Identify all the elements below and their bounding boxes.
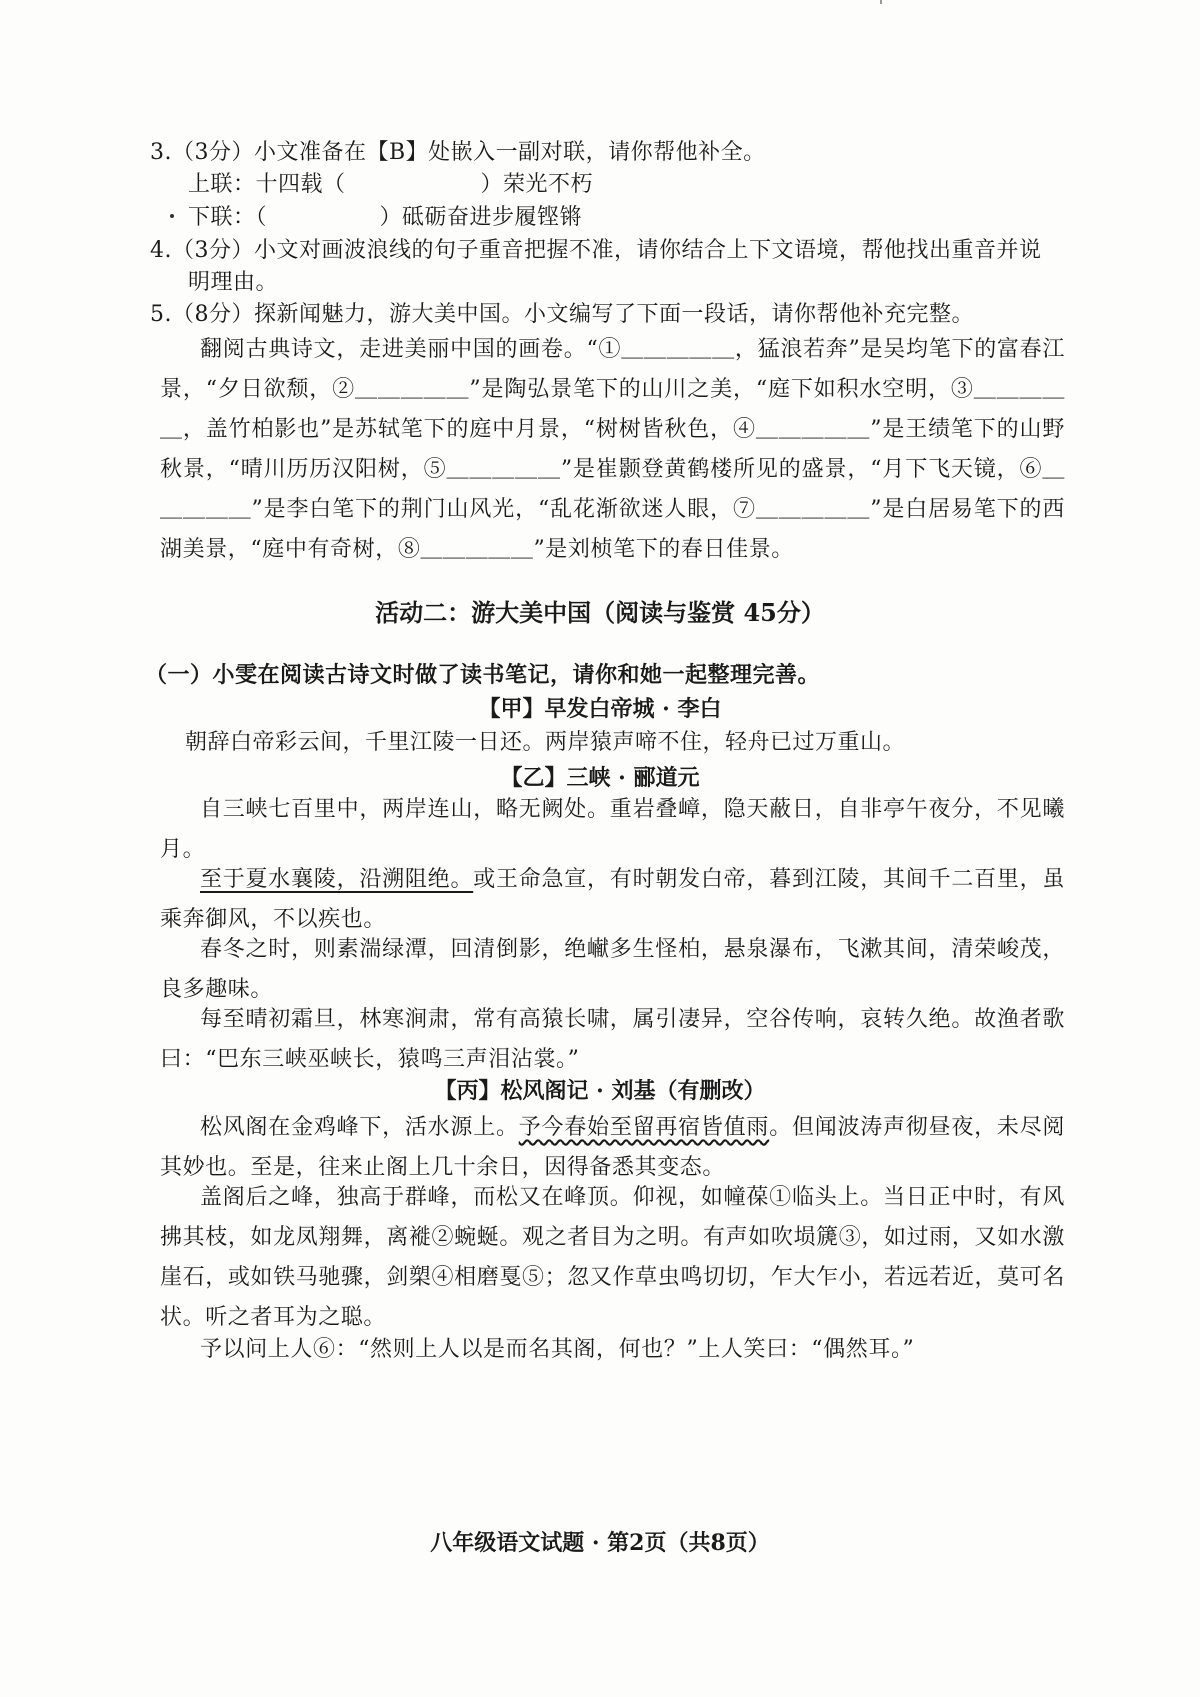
yi-paragraph-2 bbox=[160, 860, 1065, 940]
q4-line2: 明理由。 bbox=[188, 270, 279, 295]
q5-stem: 5.（8分）探新闻魅力，游大美中国。小文编写了下面一段话，请你帮他补充完整。 bbox=[150, 302, 974, 327]
bing-paragraph-2: 盖阁后之峰，独高于群峰，而松又在峰顶。仰视，如幢葆①临头上。当日正中时，有风拂其枝，如龙凤翔舞，离褷②蜿蜒。观之者目为之明。有声如吹埙篪③，如过雨，又如水激崖石，或如铁马驰骤，剑槊④相磨戛⑤；忽又作草虫鸣切切，乍大乍小，若远若近，莫可名状。听之者耳为之聪。 bbox=[160, 1185, 1065, 1330]
bing-paragraph-1 bbox=[160, 1108, 1065, 1188]
bing-wavy-sentence: 予今春始至留再宿皆值雨 bbox=[518, 1115, 770, 1140]
q3-lower-couplet: 下联：（ ）砥砺奋进步履铿锵 bbox=[188, 205, 583, 230]
yi-paragraph-4: 每至晴初霜旦，林寒涧肃，常有高猿长啸，属引凄异，空谷传响，哀转久绝。故渔者歌曰：“巴东三峡巫峡长，猿鸣三声泪沾裳。” bbox=[160, 1007, 1065, 1072]
activity2-title: 活动二：游大美中国（阅读与鉴赏 45分） bbox=[375, 598, 825, 627]
yi-paragraph-3: 春冬之时，则素湍绿潭，回清倒影，绝𪩘多生怪柏，悬泉瀑布，飞漱其间，清荣峻茂，良多趣味。 bbox=[160, 937, 1065, 1002]
jia-poem: 朝辞白帝彩云间，千里江陵一日还。两岸猿声啼不住，轻舟已过万重山。 bbox=[185, 730, 906, 755]
section1-intro: （一）小雯在阅读古诗文时做了读书笔记，请你和她一起整理完善。 bbox=[145, 662, 821, 688]
bing-title: 【丙】松风阁记 · 刘基（有删改） bbox=[434, 1078, 766, 1104]
yi-paragraph-1: 自三峡七百里中，两岸连山，略无阙处。重岩叠嶂，隐天蔽日，自非亭午夜分，不见曦月。 bbox=[160, 797, 1065, 862]
bing-paragraph-1-rest: 。但闻波涛声彻昼夜，未尽阅其妙也。至是，往来止阁上几十余日，因得备悉其变态。 bbox=[160, 1115, 1065, 1180]
yi-paragraph-2-rest: 或王命急宣，有时朝发白帝，暮到江陵，其间千二百里，虽乘奔御风，不以疾也。 bbox=[160, 867, 1066, 932]
scan-dot bbox=[170, 214, 174, 218]
bing-paragraph-3: 予以问上人⑥：“然则上人以是而名其阁，何也？”上人笑曰：“偶然耳。” bbox=[200, 1337, 915, 1362]
q5-paragraph: 翻阅古典诗文，走进美丽中国的画卷。“①＿＿＿＿＿，猛浪若奔”是吴均笔下的富春江景，“夕日欲颓，②＿＿＿＿＿”是陶弘景笔下的山川之美，“庭下如积水空明，③＿＿＿＿＿，盖竹柏影也”是苏轼笔下的庭中月景，“树树皆秋色，④＿＿＿＿＿”是王绩笔下的山野秋景，“晴川历历汉阳树，⑤＿＿＿＿＿”是崔颢登黄鹤楼所见的盛景，“月下飞天镜，⑥＿＿＿＿＿”是李白笔下的荆门山风光，“乱花渐欲迷人眼，⑦＿＿＿＿＿”是白居易笔下的西湖美景，“庭中有奇树，⑧＿＿＿＿＿”是刘桢笔下的春日佳景。 bbox=[160, 337, 1065, 562]
bing-paragraph-1-pre: 松风阁在金鸡峰下，活水源上。 bbox=[200, 1115, 519, 1140]
jia-title: 【甲】早发白帝城 · 李白 bbox=[478, 696, 722, 722]
q3-stem: 3.（3分）小文准备在【B】处嵌入一副对联，请你帮他补全。 bbox=[150, 140, 766, 165]
q3-upper-couplet: 上联：十四载（ ）荣光不朽 bbox=[188, 172, 594, 197]
scan-speck bbox=[880, 0, 882, 4]
q4-line1: 4.（3分）小文对画波浪线的句子重音把握不准，请你结合上下文语境，帮他找出重音并说 bbox=[150, 238, 1042, 263]
yi-underlined-sentence: 至于夏水襄陵，沿溯阻绝。 bbox=[200, 867, 474, 892]
page-footer: 八年级语文试题 · 第2页（共8页） bbox=[430, 1530, 770, 1556]
yi-title: 【乙】三峡 · 郦道元 bbox=[500, 765, 700, 791]
